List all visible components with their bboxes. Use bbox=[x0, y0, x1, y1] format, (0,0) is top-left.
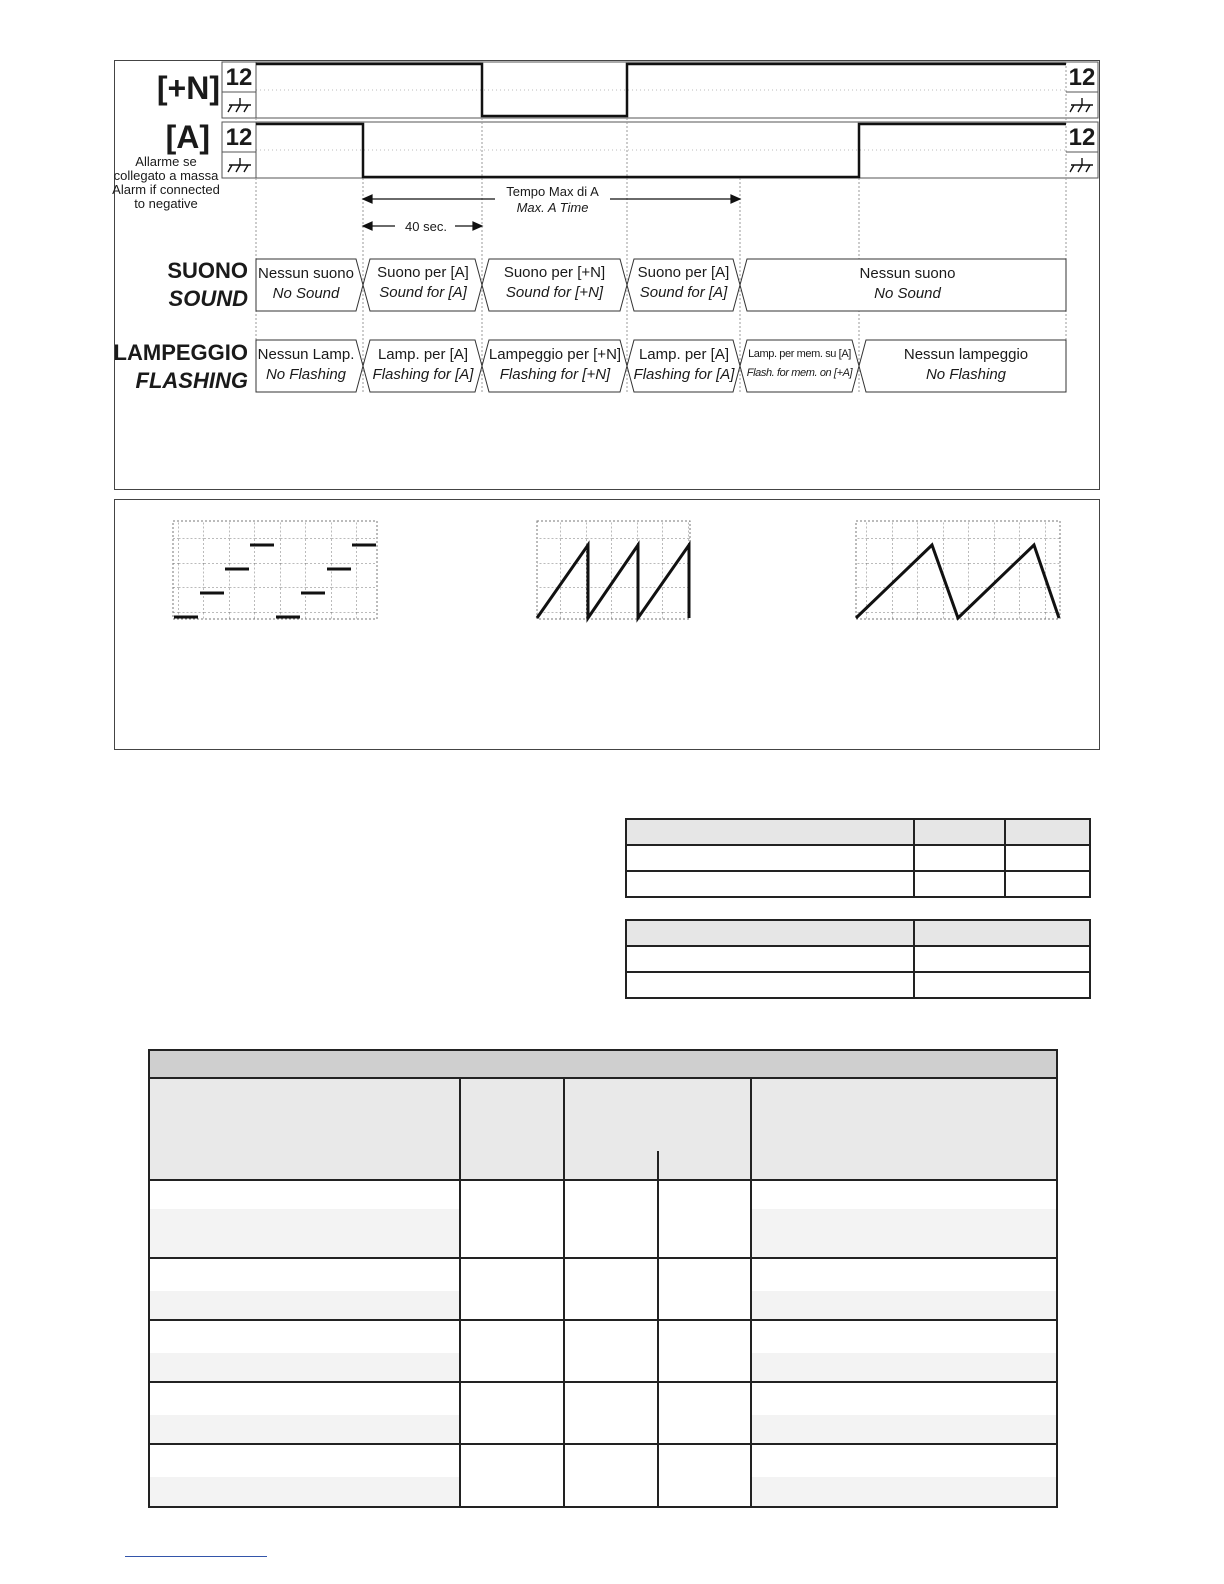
sound-box-1-it: Nessun suono bbox=[258, 265, 354, 282]
large-table-header bbox=[150, 1079, 1056, 1181]
flash-label-it: LAMPEGGIO bbox=[113, 340, 248, 365]
sound-box-3-en: Sound for [+N] bbox=[505, 284, 604, 301]
waveform-stepped bbox=[173, 521, 377, 619]
flash-box-1-en: No Flashing bbox=[265, 366, 347, 383]
flash-box-6-it: Nessun lampeggio bbox=[903, 346, 1029, 363]
voltage-n-right: 12 bbox=[1068, 64, 1096, 91]
flash-box-3-en: Flashing for [+N] bbox=[499, 366, 611, 383]
footer-link-underline bbox=[125, 1556, 267, 1557]
sound-label-en: SOUND bbox=[168, 286, 248, 311]
large-table-title-bar bbox=[150, 1051, 1056, 1079]
flash-box-4-it: Lamp. per [A] bbox=[638, 346, 730, 363]
flash-box-5-en: Flash. for mem. on [+A] bbox=[746, 367, 853, 379]
small-table-2 bbox=[625, 919, 1091, 999]
sound-box-1-en: No Sound bbox=[272, 285, 340, 302]
sound-box-5-en: No Sound bbox=[874, 285, 941, 302]
flash-box-4-en: Flashing for [A] bbox=[633, 366, 735, 383]
alarm-note-it-2: collegato a massa bbox=[113, 168, 219, 183]
flash-label-en: FLASHING bbox=[135, 368, 248, 393]
sound-label-it: SUONO bbox=[167, 258, 248, 283]
channel-a-label: [A] bbox=[165, 119, 210, 155]
alarm-note-en-1: Alarm if connected bbox=[112, 182, 220, 197]
table-row bbox=[626, 819, 1090, 845]
large-table bbox=[148, 1049, 1058, 1508]
sound-box-3-it: Suono per [+N] bbox=[503, 264, 606, 281]
table-row bbox=[626, 972, 1090, 998]
flash-box-2-en: Flashing for [A] bbox=[372, 366, 474, 383]
voltage-n-left: 12 bbox=[225, 64, 253, 91]
small-table-1 bbox=[625, 818, 1091, 898]
sound-box-4-en: Sound for [A] bbox=[639, 284, 728, 301]
delay-label: 40 sec. bbox=[405, 219, 447, 234]
flash-box-2-it: Lamp. per [A] bbox=[377, 346, 469, 363]
table-row bbox=[626, 871, 1090, 897]
sound-box-2-en: Sound for [A] bbox=[379, 284, 467, 301]
sound-box-2-it: Suono per [A] bbox=[377, 264, 469, 281]
channel-n-label: [+N] bbox=[156, 70, 220, 106]
table-row bbox=[626, 845, 1090, 871]
waveform-svg bbox=[0, 0, 1224, 760]
voltage-a-right: 12 bbox=[1068, 124, 1096, 151]
alarm-note-en-2: to negative bbox=[134, 196, 198, 211]
flash-box-5-it: Lamp. per mem. su [A] bbox=[748, 348, 851, 360]
table-row bbox=[626, 920, 1090, 946]
waveform-triangle bbox=[856, 521, 1060, 619]
max-time-it: Tempo Max di A bbox=[506, 184, 599, 199]
flash-box-1-it: Nessun Lamp. bbox=[257, 346, 355, 363]
sound-box-5-it: Nessun suono bbox=[859, 265, 956, 282]
table-row bbox=[626, 946, 1090, 972]
alarm-note-it-1: Allarme se bbox=[135, 154, 197, 169]
flash-box-6-en: No Flashing bbox=[925, 366, 1007, 383]
flash-box-3-it: Lampeggio per [+N] bbox=[488, 346, 622, 363]
sound-box-4-it: Suono per [A] bbox=[637, 264, 730, 281]
voltage-a-left: 12 bbox=[225, 124, 253, 151]
waveform-sawtooth bbox=[537, 521, 690, 619]
max-time-en: Max. A Time bbox=[516, 200, 589, 215]
